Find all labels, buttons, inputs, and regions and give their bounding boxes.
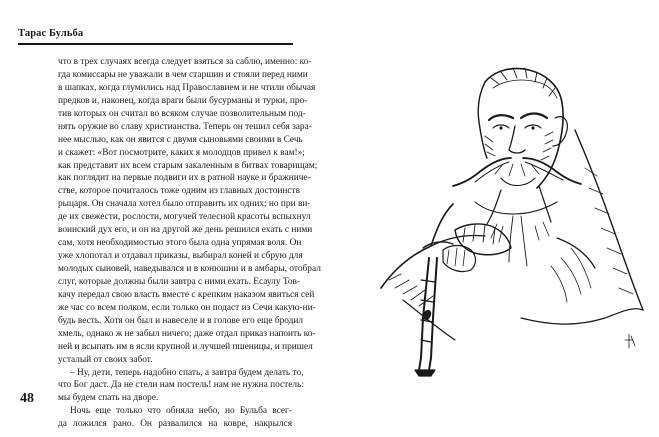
body-text	[58, 56, 321, 431]
text-line: да ложился рано. Он развалился на ковре, накрылся	[58, 419, 292, 430]
text-line: как представит их всем старым закаленным в битвах товарищам;	[58, 160, 318, 171]
text-line: тив которых он считал во всяком случае позволительным под-	[58, 108, 306, 119]
text-line: рыцаря. Он сначала хотел было отправить их одних; но при ви-	[58, 199, 311, 210]
text-line: усталый от своих забот.	[58, 354, 153, 365]
text-line: слуг, которые должны были завтра с ними ехать. Есаулу Тов-	[58, 276, 301, 287]
text-line: ней и всыпать им в ясли крупной и лучшей пшеницы, и пришел	[58, 341, 313, 352]
text-line: предков и, наконец, когда враги были бусурманы и турки, про-	[58, 95, 308, 106]
page-number: 48	[20, 391, 34, 406]
header-rule	[18, 43, 293, 45]
text-line: мы будем спать на дворе.	[58, 393, 159, 404]
running-title: Тарас Бульба	[18, 28, 84, 39]
text-line: сам, хотя необходимостью этого была одна упрямая воля. Он	[58, 238, 302, 249]
text-line: гда комиссары не уважали в чем старшин и стояли перед ними	[58, 69, 308, 80]
text-line: де их свежести, рослости, могучей телесной красоты вспыхнул	[58, 212, 311, 223]
text-line: будь весть. Хотя он был и навеселе и в голове его еще бродил	[58, 315, 304, 326]
text-line: нять оружие во славу христианства. Теперь он тешил себя зара-	[58, 121, 312, 132]
text-line: что Бог даст. Да не стели нам постель! нам не нужна постель:	[58, 380, 304, 391]
text-line: стве, которое почиталось тоже одним из главных достоинств	[58, 186, 301, 197]
text-line: что в трех случаях всегда следует взяться за саблю, именно: ко-	[58, 57, 312, 67]
text-line: качу передал свою власть вместе с крепким наказом явиться сей	[58, 289, 315, 300]
text-line: хмель, однако ж не забыл ничего; даже отдал приказ напоить ко-	[58, 328, 316, 339]
text-line: и скажет: «Вот посмотрите, каких я молодцов привел к вам!»;	[58, 147, 305, 158]
text-line: Ночь еще только что обняла небо, но Бульба всег-	[70, 406, 292, 417]
taras-bulba-illustration	[325, 18, 659, 418]
text-line: нее мыслью, как он явится с двумя сыновьями своими в Сечь	[58, 134, 303, 145]
text-line: молодых сыновей, наведывался и в конюшни и в амбары, отобрал	[58, 264, 321, 274]
text-line: как поглядит на первые подвиги их в ратной науке и бражниче-	[58, 173, 311, 184]
text-line: уже хлопотал и отдавал приказы, выбирал коней и сбрую для	[58, 251, 303, 262]
text-line: в шапках, когда глумились над Православием и не чтили обычая	[58, 82, 316, 93]
text-line: – Ну, дети, теперь надобно спать, а завтра будем делать то,	[70, 367, 304, 378]
text-line: воинский дух его, и он на другой же день решился ехать с ними	[58, 225, 313, 236]
text-line: же час со всем полком, если только он подаст из Сечи какую-ни-	[58, 302, 316, 313]
